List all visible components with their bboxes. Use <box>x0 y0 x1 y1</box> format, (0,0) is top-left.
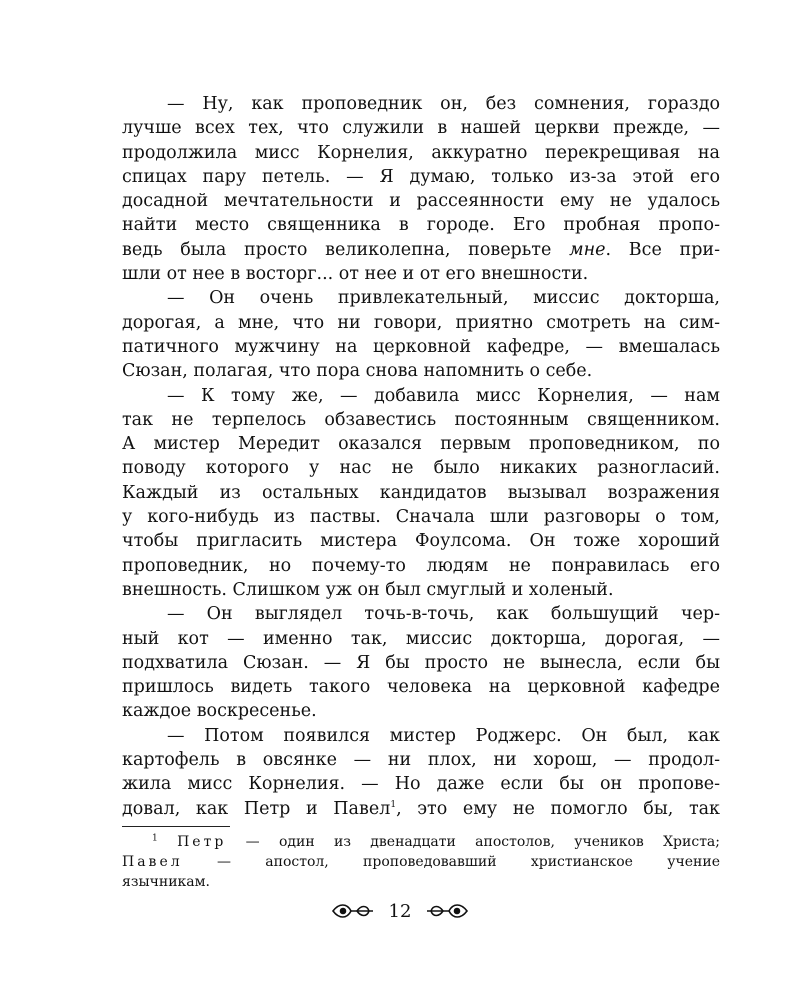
text-line: каждое воскресенье. <box>122 701 317 722</box>
page-number: 12 <box>388 900 412 922</box>
page-folio <box>0 900 800 922</box>
footnote-marker: 1 <box>152 833 158 844</box>
text-line: Каждый из остальных кандидатов вызывал возражения <box>122 482 720 503</box>
text-segment: ведь была просто великолепна, поверьте <box>122 239 552 260</box>
text-line: подхватила Сюзан. — Я бы просто не вынесла, если бы <box>122 652 720 673</box>
text-line: досадной мечтательности и рассеянности ему не удалось <box>122 191 720 212</box>
footnote-reference: 1 <box>390 799 397 810</box>
text-line: лучше всех тех, что служили в нашей церкви прежде, — <box>122 118 720 139</box>
floral-ornament-icon <box>425 901 469 921</box>
text-line-with-emphasis <box>122 238 720 262</box>
footnote-text: — апостол, проповедовавший христианское учение <box>182 854 720 870</box>
text-line: чтобы пригласить мистера Фоулсома. Он тоже хороший <box>122 531 720 552</box>
text-line: шли от нее в восторг... от нее и от его внешности. <box>122 264 589 285</box>
text-segment: , это ему не помогло бы, так <box>396 798 720 819</box>
emphasized-word: мне <box>569 239 606 260</box>
floral-ornament-icon <box>331 901 375 921</box>
text-line-with-footnote-ref <box>122 797 720 821</box>
text-line: пришлось видеть такого человека на церковной кафедре <box>122 677 720 698</box>
text-segment: . Все при- <box>605 239 720 260</box>
footnote-divider <box>122 826 230 827</box>
text-line: — К тому же, — добавила мисс Корнелия, — нам <box>167 385 720 406</box>
text-line: так не терпелось обзавестись постоянным священником. <box>122 409 720 430</box>
text-line: — Ну, как проповедник он, без сомнения, гораздо <box>167 94 720 114</box>
footnote-line <box>122 852 720 872</box>
footnote-text: — один из двенадцати апостолов, учеников Христа; <box>226 834 720 850</box>
text-line: дорогая, а мне, что ни говори, приятно смотреть на сим- <box>122 312 720 333</box>
text-line: спицах пару петель. — Я думаю, только из-за этой его <box>122 166 720 187</box>
text-line: — Он выглядел точь-в-точь, как большущий чер- <box>167 604 720 625</box>
footnote-term: Павел <box>122 854 183 870</box>
text-line: ный кот — именно так, миссис докторша, дорогая, — <box>122 628 720 649</box>
text-segment: довал, как Петр и Павел <box>122 798 391 819</box>
text-line: — Он очень привлекательный, миссис докторша, <box>167 288 720 309</box>
body-text <box>122 92 720 821</box>
text-line: Сюзан, полагая, что пора снова напомнить о себе. <box>122 361 593 382</box>
footnote-line: язычникам. <box>122 874 210 890</box>
text-line: внешность. Слишком уж он был смуглый и холеный. <box>122 579 614 600</box>
text-line: проповедник, но почему-то людям не понравилась его <box>122 555 720 576</box>
text-line: продолжила мисс Корнелия, аккуратно перекрещивая на <box>122 142 720 163</box>
footnote-term: Петр <box>177 834 227 850</box>
footnote <box>122 832 720 892</box>
text-line: у кого-нибудь из паствы. Сначала шли разговоры о том, <box>122 507 720 528</box>
text-line: поводу которого у нас не было никаких разногласий. <box>122 458 720 479</box>
text-line: картофель в овсянке — ни плох, ни хорош, — продол- <box>122 750 720 771</box>
text-line: — Потом появился мистер Роджерс. Он был, как <box>167 725 720 746</box>
text-line: жила мисс Корнелия. — Но даже если бы он пропове- <box>122 774 720 795</box>
footnote-line <box>122 832 720 852</box>
text-line: найти место священника в городе. Его пробная пропо- <box>122 215 720 236</box>
text-line: А мистер Мередит оказался первым проповедником, по <box>122 434 720 455</box>
text-line: патичного мужчину на церковной кафедре, — вмешалась <box>122 336 720 357</box>
